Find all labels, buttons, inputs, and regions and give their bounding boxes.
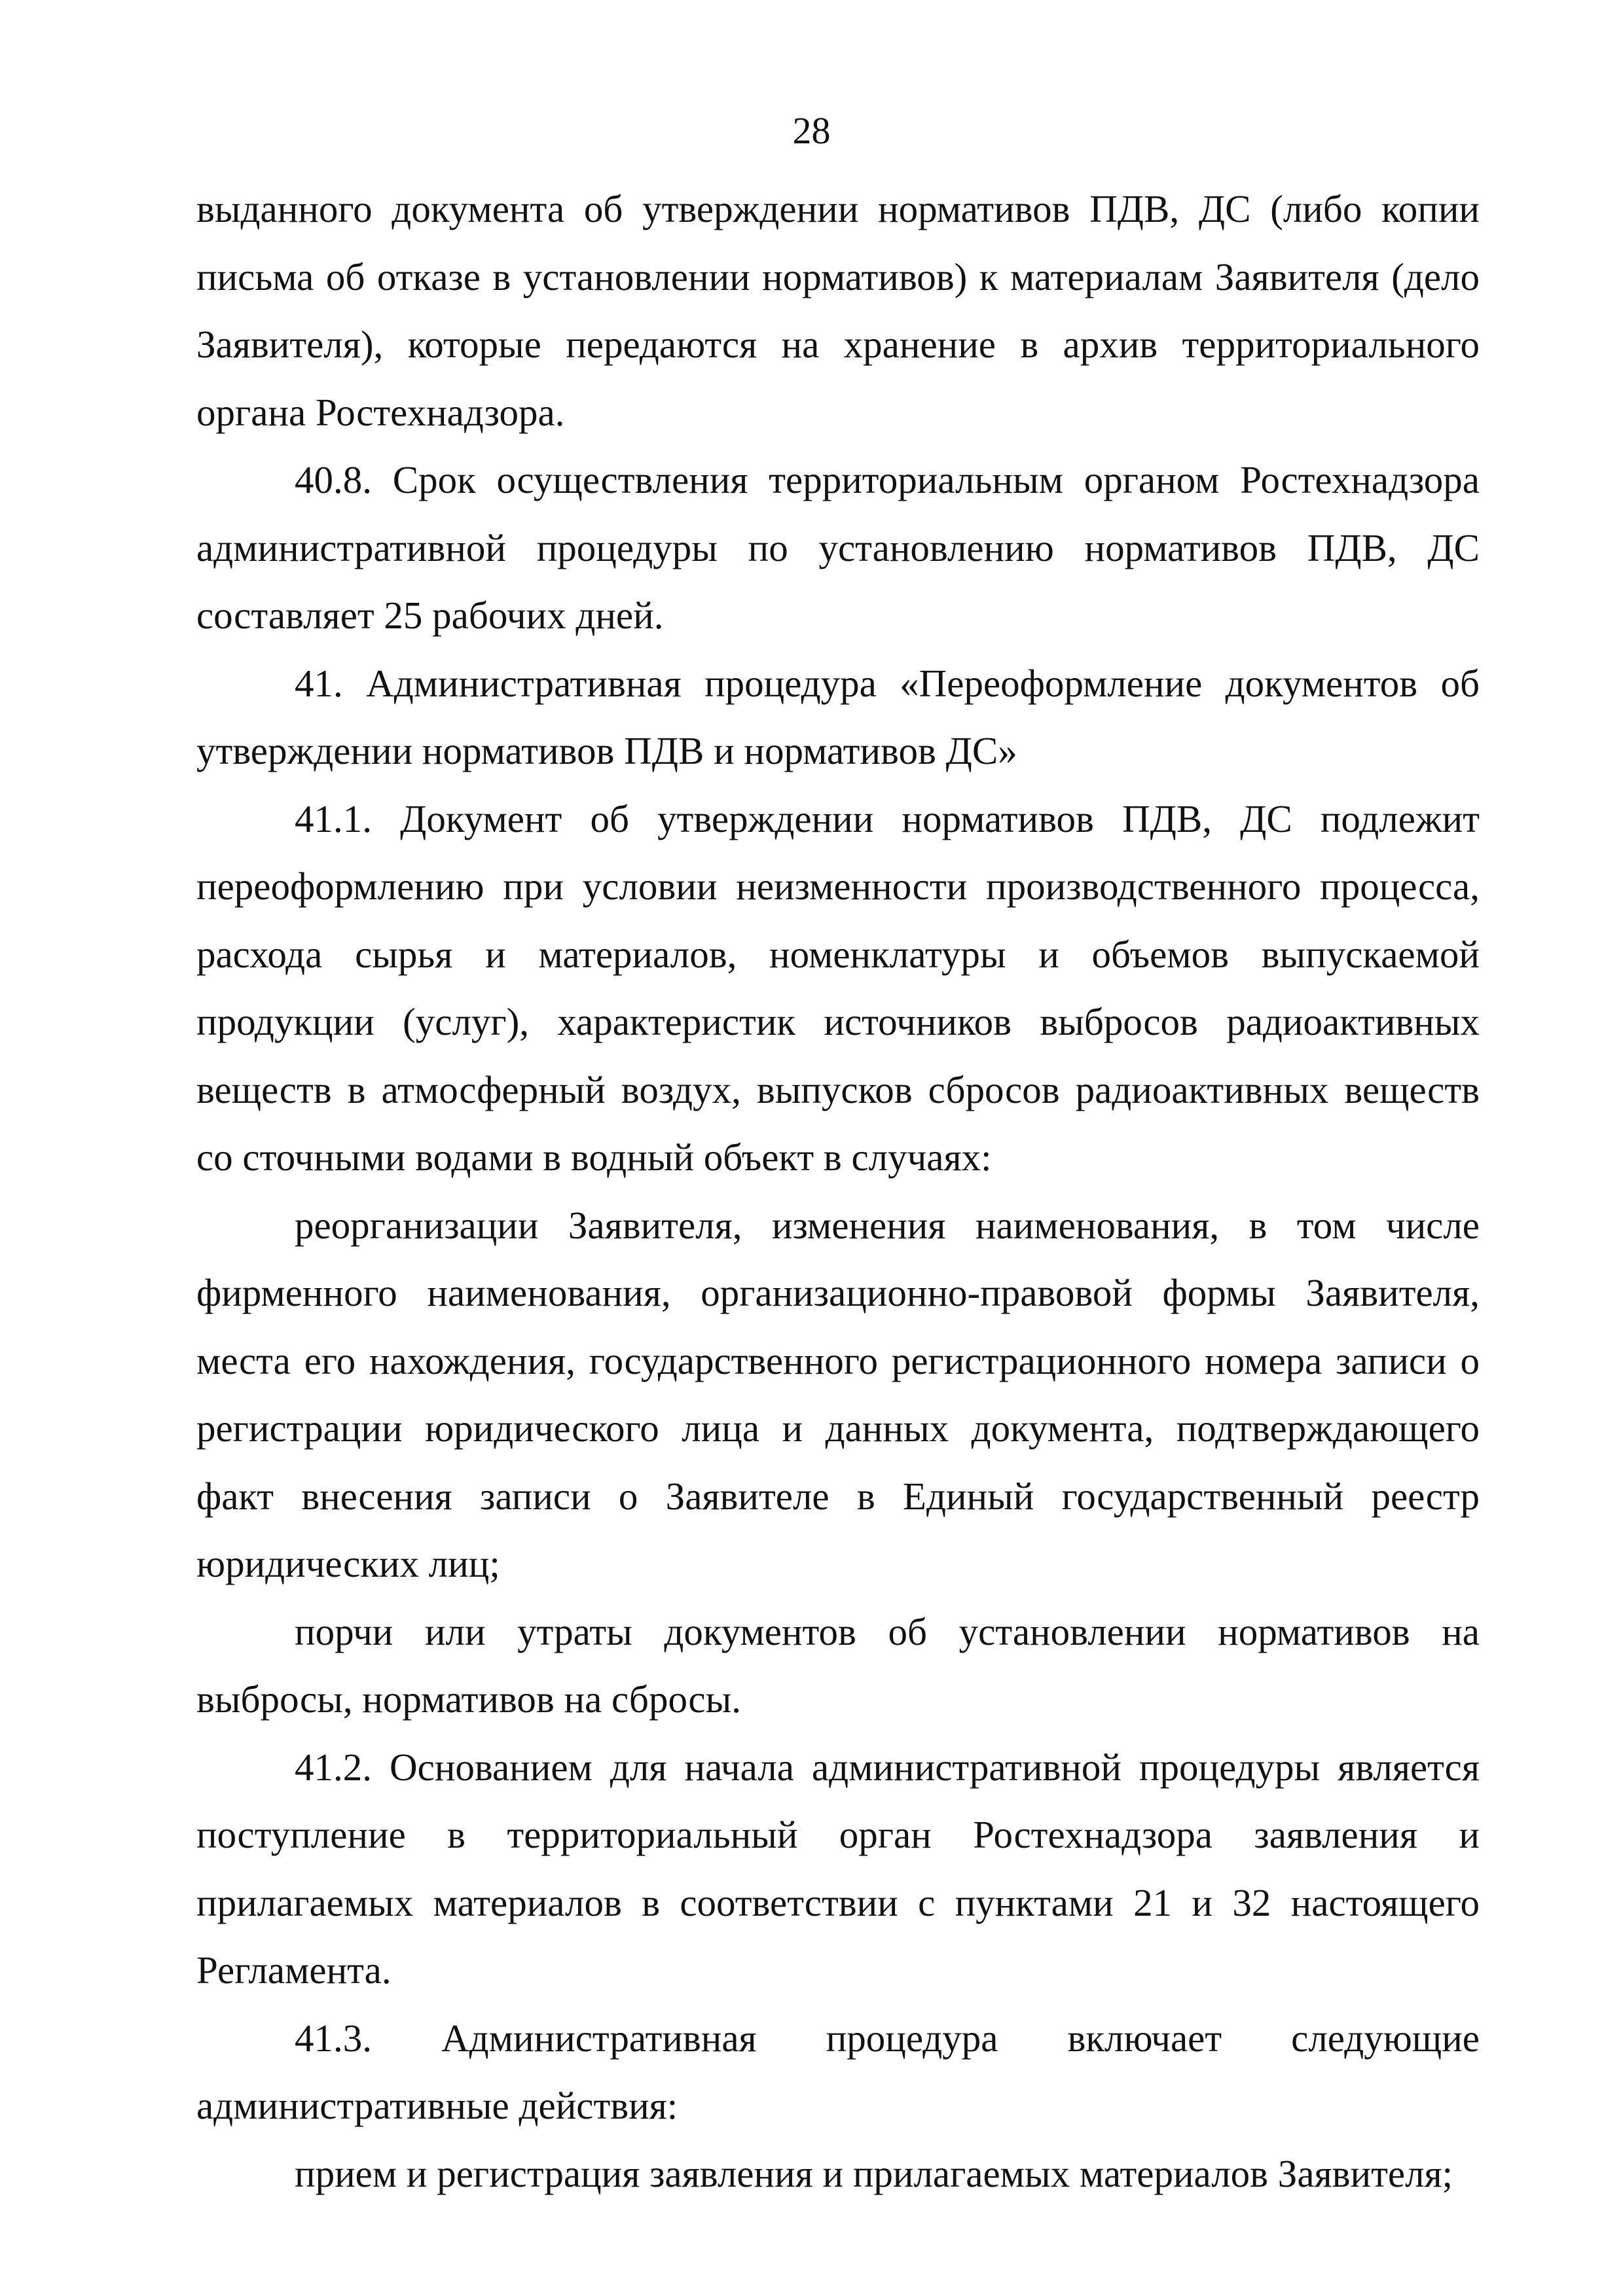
paragraph-damage-loss-case: порчи или утраты документов об установлении нормативов на выбросы, нормативов на сбросы. <box>196 1609 1480 1721</box>
page-number: 28 <box>792 109 831 152</box>
paragraph-41-2: 41.2. Основанием для начала административной процедуры является поступление в территориальный орган Ростехнадзора заявления и прилагаемых материалов в соответствии с пунктами 21 и 32 настоящего Регламента. <box>196 1745 1480 1992</box>
paragraph-41-3: 41.3. Административная процедура включает следующие административные действия: <box>196 2016 1480 2127</box>
paragraph-reorganization-case: реорганизации Заявителя, изменения наименования, в том числе фирменного наименования, организационно-правовой формы Заявителя, места его нахождения, государственного регистрационного номера записи о регистрации юридического лица и данных документа, подтверждающего факт внесения записи о Заявителе в Единый государственный реестр юридических лиц; <box>196 1203 1480 1585</box>
paragraph-41-heading: 41. Административная процедура «Переоформление документов об утверждении нормативов ПДВ и нормативов ДС» <box>196 661 1480 772</box>
paragraph-40-8: 40.8. Срок осуществления территориальным органом Ростехнадзора административной процедуры по установлению нормативов ПДВ, ДС составляет 25 рабочих дней. <box>196 458 1480 637</box>
paragraph-action-reception: прием и регистрация заявления и прилагаемых материалов Заявителя; <box>295 2151 1453 2195</box>
paragraph-41-1: 41.1. Документ об утверждении нормативов ПДВ, ДС подлежит переоформлению при условии неизменности производственного процесса, расхода сырья и материалов, номенклатуры и объемов выпускаемой продукции (услуг), характеристик источников выбросов радиоактивных веществ в атмосферный воздух, выпусков сбросов радиоактивных веществ со сточными водами в водный объект в случаях: <box>196 797 1480 1179</box>
paragraph-continuation: выданного документа об утверждении нормативов ПДВ, ДС (либо копии письма об отказе в установлении нормативов) к материалам Заявителя (дело Заявителя), которые передаются на хранение в архив территориального органа Ростехнадзора. <box>196 187 1480 434</box>
document-body <box>196 175 1480 2208</box>
